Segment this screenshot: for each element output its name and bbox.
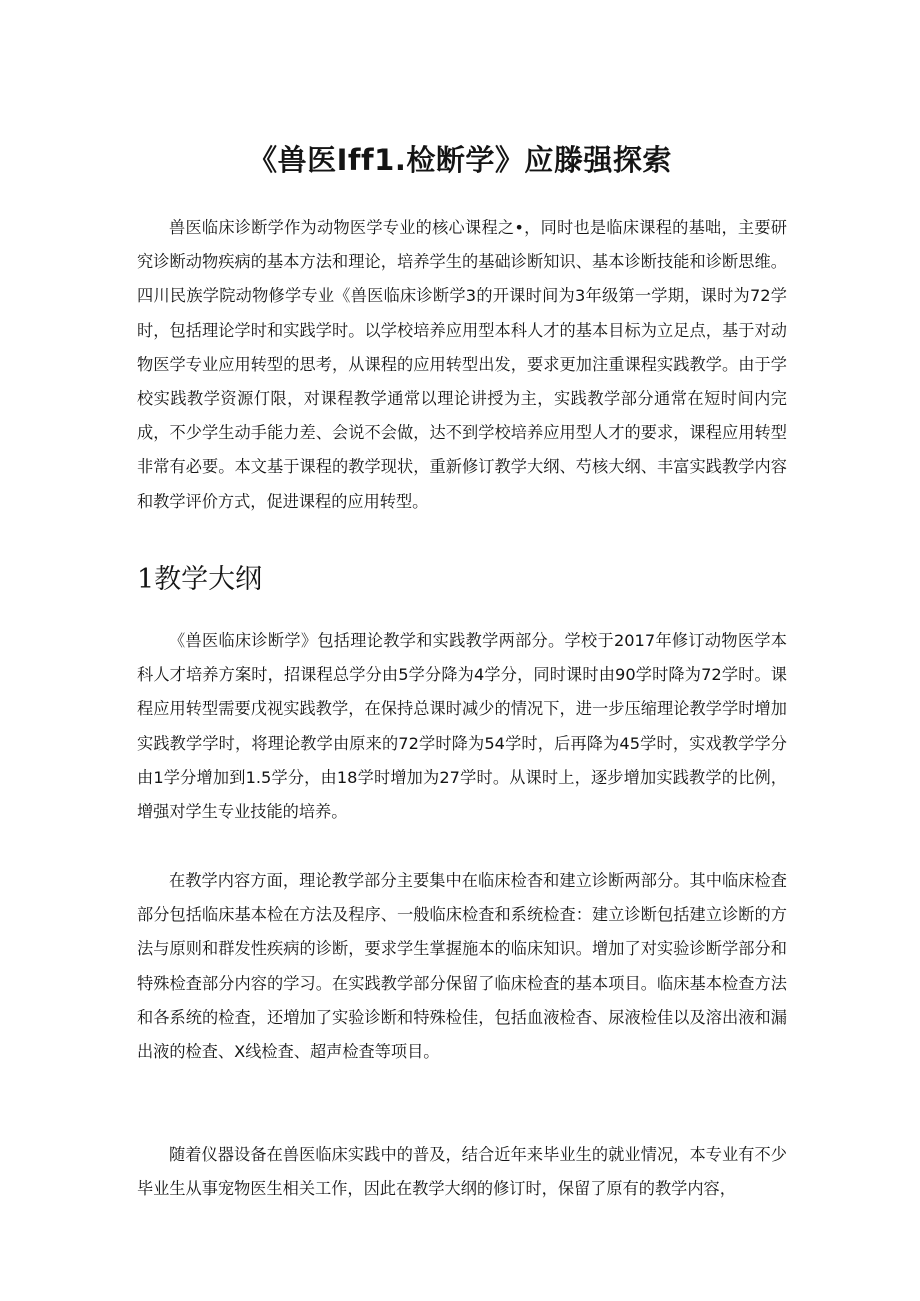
body-paragraph: 随着仪器设备在兽医临床实践中的普及，结合近年来毕业生的就业情况，本专业有不少毕业生从事宠物医生相关工作，因此在教学大纲的修订时，保留了原有的教学内容， [137, 1145, 787, 1199]
intro-paragraph: 兽医临床诊断学作为动物医学专业的核心课程之•，同时也是临床课程的基咄，主要研究诊断动物疾病的基本方法和理论，培养学生的基础诊断知识、基本诊断技能和诊断思维。四川民族学院动物修学专业《兽医临床诊断学3的开课时间为3年级第一学期，课时为72学时，包括理论学时和实践学时。以学校培养应用型本科人才的基本目标为立足点，基于对动物医学专业应用转型的思考，从课程的应用转型出发，要求更加注重课程实践教学。由于学校实践教学资源仃限，对课程教学通常以理论讲授为主，实践教学部分通常在短时间内完成，不少学生动手能力差、会说不会做，达不到学校培养应用型人才的要求，课程应用转型非常有必要。本文基于课程的教学现状，重新修订教学大纲、芍核大纲、丰富实践教学内容和教学评价方式，促进课程的应用转型。 [137, 218, 787, 511]
section-heading: 1教学大纲 [137, 564, 263, 595]
body-paragraph: 在教学内容方面，理论教学部分主要集中在临床检杳和建立诊断两部分。其中临床检査部分包括临床基本检在方法及程序、一般临床检査和系统检査：建立诊断包括建立诊断的方法与原则和群发性疾病的诊断，要求学生掌握施本的临床知识。增加了对实验诊断学部分和特殊检査部分内容的学习。在实践教学部分保留了临床检査的基本项目。临床基本检查方法和各系统的检査，还増加了实验诊断和特殊检佳，包括血液检杳、尿液检佳以及溶出液和漏出液的检査、X线检査、超声检査等项目。 [137, 871, 787, 1062]
document-title: 《兽医Iff1.检断学》应滕强探索 [248, 143, 672, 177]
body-paragraph: 《兽医临床诊断学》包括理论教学和实践教学两部分。学校于2017年修订动物医学本科人才培养方案时，招课程总学分由5学分降为4学分，同时课时由90学时降为72学时。课程应用转型需要戊视实践教学，在保持总课时减少的情况下，进一步压缩理论教学学时增加实践教学学时，将理论教学由原来的72学时降为54学时，后再降为45学时，实戏教学学分由1学分增加到1.5学分，由18学时增加为27学时。从课时上，逐步增加实践教学的比例，增强对学生专业技能的培养。 [137, 631, 787, 822]
